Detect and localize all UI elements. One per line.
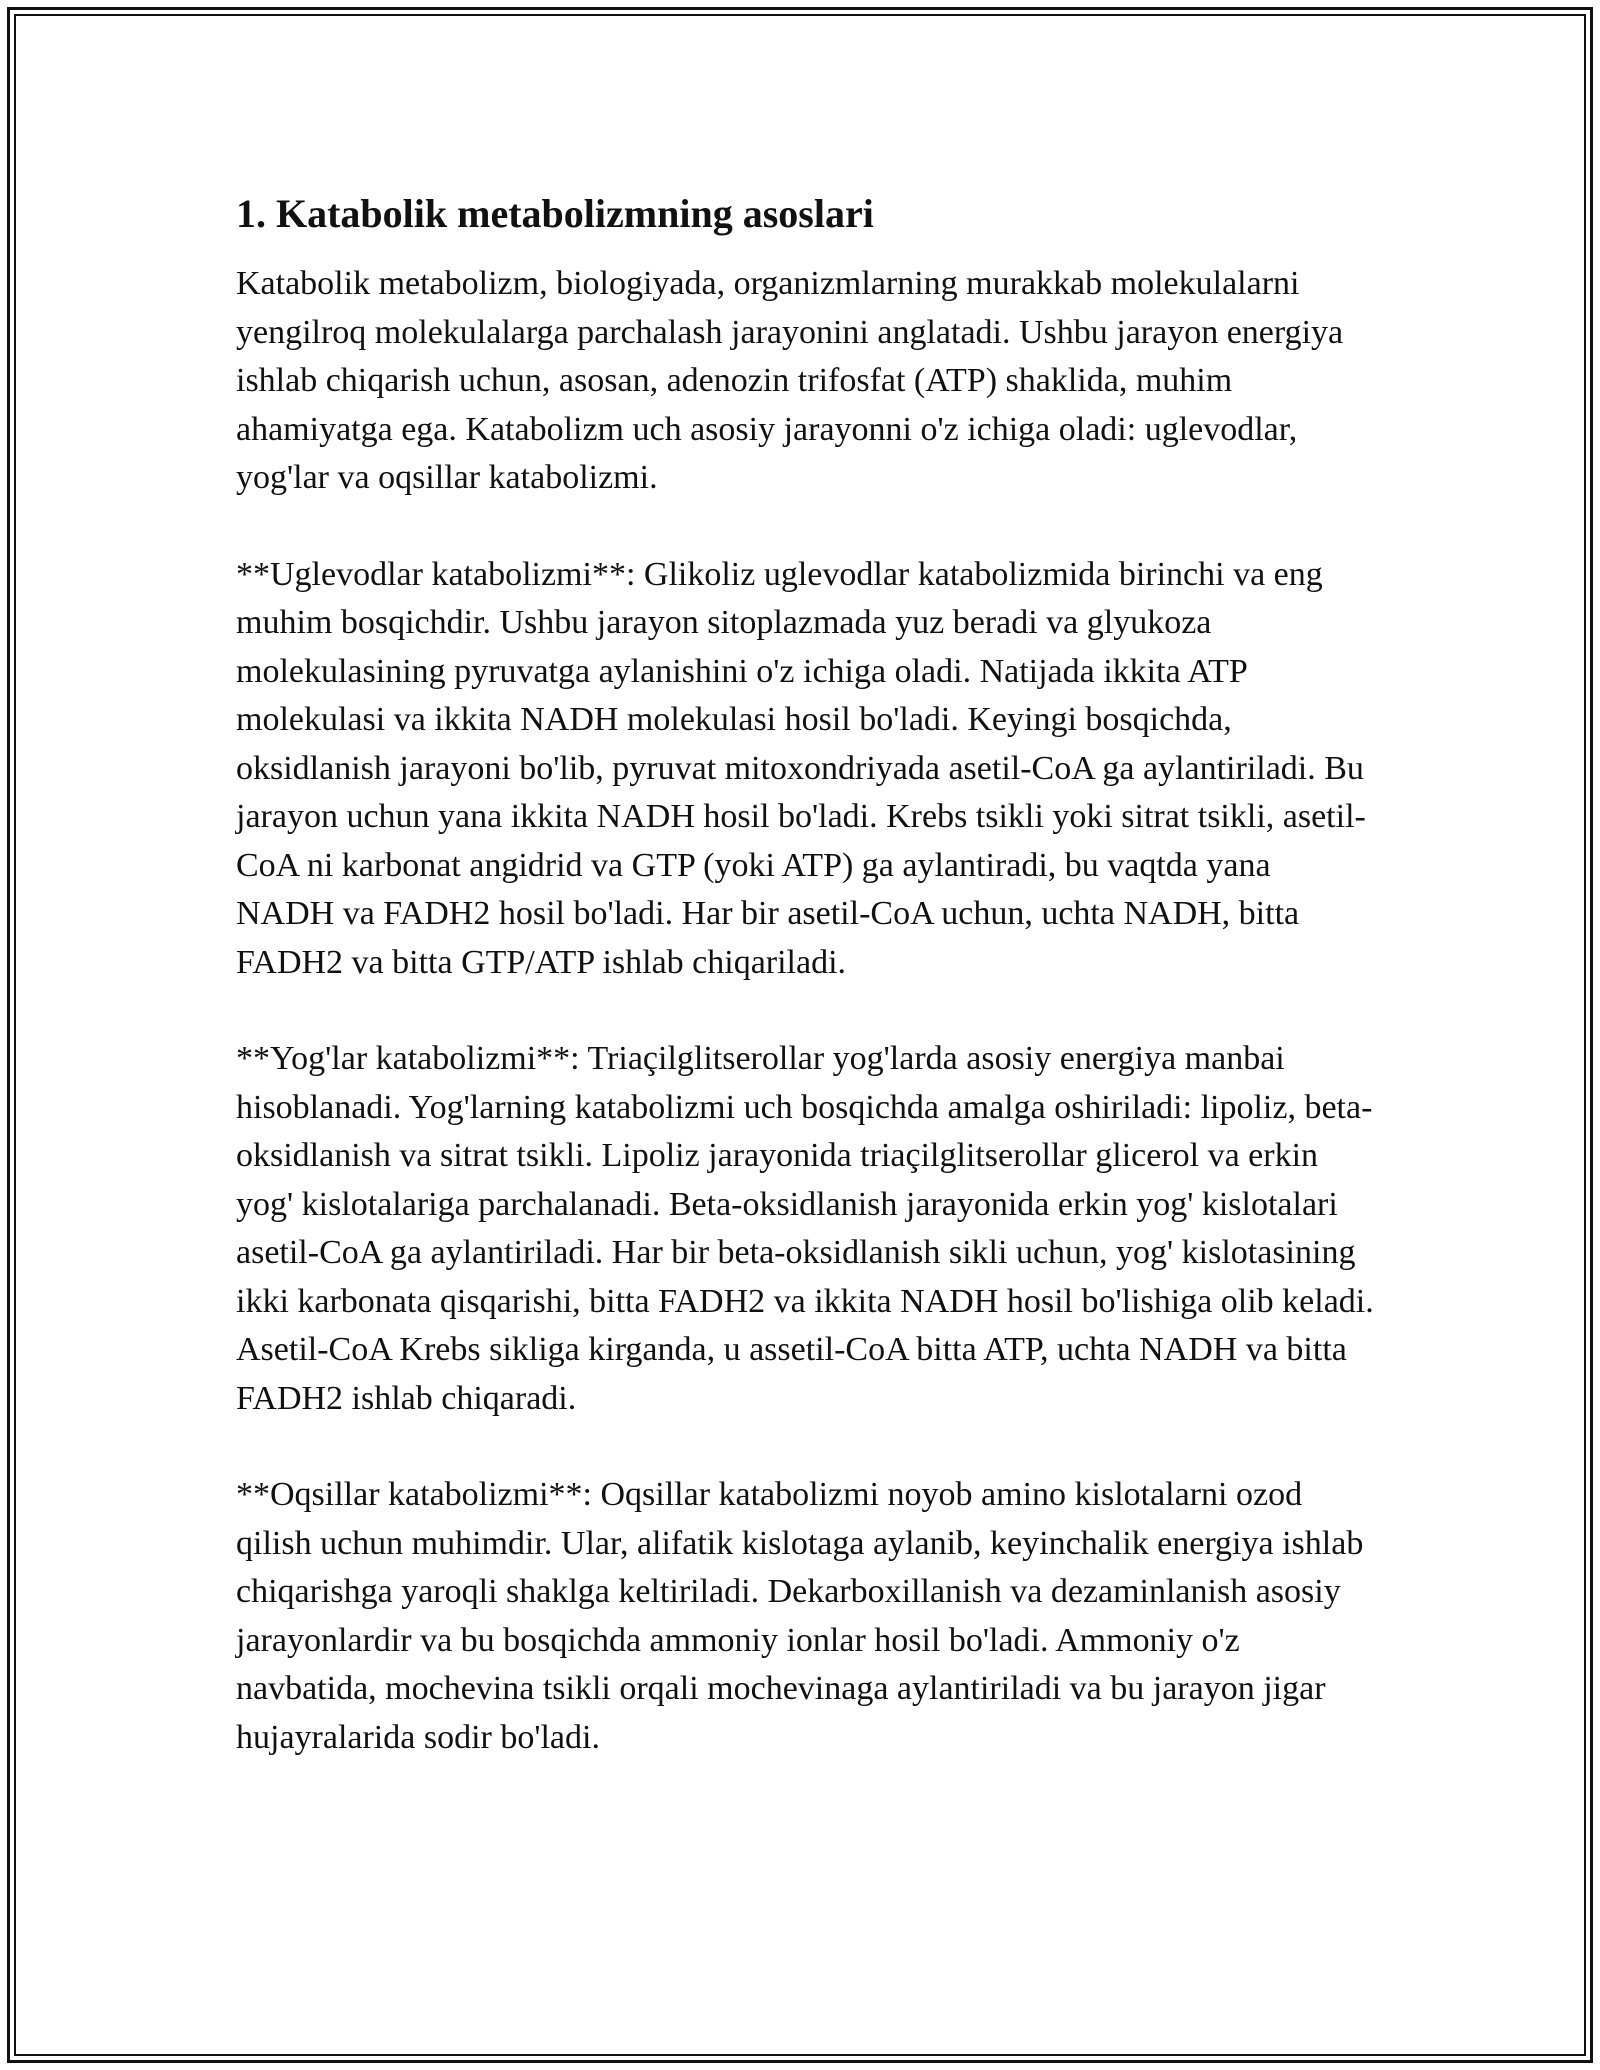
paragraph-carbohydrate-catabolism: **Uglevodlar katabolizmi**: Glikoliz uglevodlar katabolizmida birinchi va eng muhim bosqichdir. Ushbu jarayon sitoplazmada yuz beradi va glyukoza molekulasining pyruvatga aylanishini o'z ichiga oladi. Natijada ikkita ATP molekulasi va ikkita NADH molekulasi hosil bo'ladi. Keyingi bosqichda, oksidlanish jarayoni bo'lib, pyruvat mitoxondriyada asetil-CoA ga aylantiriladi. Bu jarayon uchun yana ikkita NADH hosil bo'ladi. Krebs tsikli yoki sitrat tsikli, asetil-CoA ni karbonat angidrid va GTP (yoki ATP) ga aylantiradi, bu vaqtda yana NADH va FADH2 hosil bo'ladi. Har bir asetil-CoA uchun, uchta NADH, bitta FADH2 va bitta GTP/ATP ishlab chiqariladi. xyxy=(236,555,1366,981)
paragraph-fat-catabolism: **Yog'lar katabolizmi**: Triaçilglitserollar yog'larda asosiy energiya manbai hisoblanadi. Yog'larning katabolizmi uch bosqichda amalga oshiriladi: lipoliz, beta-oksidlanish va sitrat tsikli. Lipoliz jarayonida triaçilglitserollar glicerol va erkin yog' kislotalariga parchalanadi. Beta-oksidlanish jarayonida erkin yog' kislotalari asetil-CoA ga aylantiriladi. Har bir beta-oksidlanish sikli uchun, yog' kislotasining ikki karbonata qisqarishi, bitta FADH2 va ikkita NADH hosil bo'lishiga olib keladi. Asetil-CoA Krebs sikliga kirganda, u assetil-CoA bitta ATP, uchta NADH va bitta FADH2 ishlab chiqaradi. xyxy=(236,1040,1374,1417)
document-body xyxy=(236,188,1376,1810)
paragraph-protein-catabolism: **Oqsillar katabolizmi**: Oqsillar katabolizmi noyob amino kislotalarni ozod qilish uchun muhimdir. Ular, alifatik kislotaga aylanib, keyinchalik energiya ishlab chiqarishga yaroqli shaklga keltiriladi. Dekarboxillanish va dezaminlanish asosiy jarayonlardir va bu bosqichda ammoniy ionlar hosil bo'ladi. Ammoniy o'z navbatida, mochevina tsikli orqali mochevinaga aylantiriladi va bu jarayon jigar hujayralarida sodir bo'ladi. xyxy=(236,1476,1364,1756)
section-heading: 1. Katabolik metabolizmning asoslari xyxy=(236,191,874,236)
paragraph-intro: Katabolik metabolizm, biologiyada, organizmlarning murakkab molekulalarni yengilroq molekulalarga parchalash jarayonini anglatadi. Ushbu jarayon energiya ishlab chiqarish uchun, asosan, adenozin trifosfat (ATP) shaklida, muhim ahamiyatga ega. Katabolizm uch asosiy jarayonni o'z ichiga oladi: uglevodlar, yog'lar va oqsillar katabolizmi. xyxy=(236,265,1344,496)
